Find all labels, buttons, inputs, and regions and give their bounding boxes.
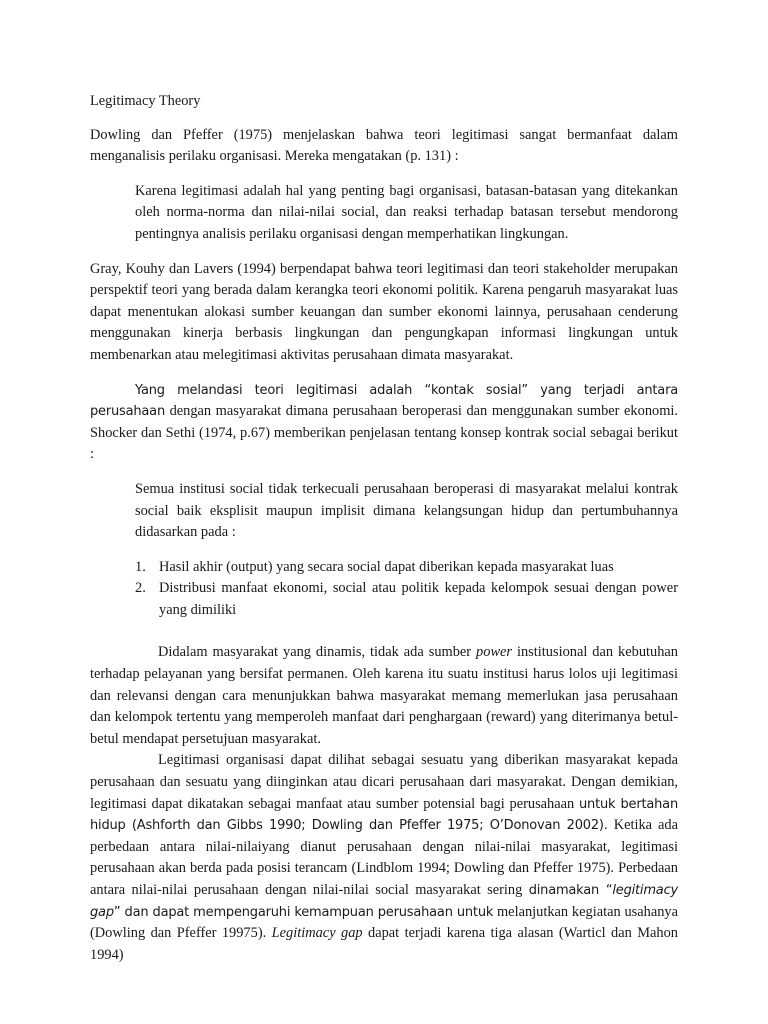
paragraph-gray-kouhy-lavers: Gray, Kouhy dan Lavers (1994) berpendapat bahwa teori legitimasi dan teori stakeholder merupakan perspektif teori yang berada dalam kerangka teori ekonomi politik. Karena pengaruh masyarakat luas dapat menentukan alokasi sumber keuangan dan sumber ekonomi lainnya, perusahaan cenderung menggunakan kinerja berbasis lingkungan dan pengungkapan informasi lingkungan untuk membenarkan atau melegitimasi aktivitas perusahaan dimata masyarakat. xyxy=(90,260,678,363)
paragraph-kontrak-sosial xyxy=(90,380,678,466)
section-title: Legitimacy Theory xyxy=(90,93,201,109)
paragraph-dowling-pfeffer: Dowling dan Pfeffer (1975) menjelaskan bahwa teori legitimasi sangat bermanfaat dalam menganalisis perilaku organisasi. Mereka mengatakan (p. 131) : xyxy=(90,126,678,165)
list-text: Hasil akhir (output) yang secara social dapat diberikan kepada masyarakat luas xyxy=(159,558,614,575)
text-run: dinamakan “ xyxy=(528,883,613,898)
list-number: 1. xyxy=(135,558,146,575)
text-run: Legitimasi organisasi dapat dilihat sebagai sesuatu yang diberikan masyarakat kepada perusahaan dan sesuatu yang diinginkan atau dicari perusahaan dari masyarakat. Dengan demikian, legitimasi dapat dikatakan sebagai manfaat atau sumber potensial bagi perusahaan xyxy=(90,752,678,812)
list-text: Distribusi manfaat ekonomi, social atau politik kepada kelompok sesuai dengan power yang dimiliki xyxy=(159,580,678,618)
spacer xyxy=(90,621,678,642)
paragraph-kontrak-sosial-rest: dengan masyarakat dimana perusahaan beroperasi dan menggunakan sumber ekonomi. Shocker dan Sethi (1974, p.67) memberikan penjelasan tentang konsep kontrak social sebagai berikut : xyxy=(90,403,678,463)
text-run: institusional dan kebutuhan terhadap pelayanan yang bersifat permanen. Oleh karena itu suatu institusi harus lolos uji legitimasi dan relevansi dengan cara menunjukkan bahwa masyarakat memang memerlukan jasa perusahaan dan kelompok tertentu yang memperoleh manfaat dari penghargaan (reward) yang diterimanya betul-betul mendapat persetujuan masyarakat. xyxy=(90,644,678,747)
text-run: melanjutkan kegiatan usahanya (Dowling dan Pfeffer 19975). xyxy=(90,903,678,942)
numbered-list xyxy=(135,557,678,622)
emphasis-legitimacy-gap: legitimacy gap xyxy=(90,883,679,920)
emphasis-legitimacy-gap: Legitimacy gap xyxy=(271,925,363,942)
list-item xyxy=(135,578,678,621)
block-quote-legitimasi: Karena legitimasi adalah hal yang penting bagi organisasi, batasan-batasan yang ditekankan oleh norma-norma dan nilai-nilai social, dan reaksi terhadap batasan tersebut mendorong pentingnya analisis perilaku organisasi dengan memperhatikan lingkungan. xyxy=(135,182,678,242)
text-run: dapat terjadi karena tiga alasan (Warticl dan Mahon 1994) xyxy=(90,925,678,963)
paragraph-masyarakat-dinamis xyxy=(90,642,678,750)
block-quote-institusi: Semua institusi social tidak terkecuali perusahaan beroperasi di masyarakat melalui kontrak social baik eksplisit maupun implisit dimana kelangsungan hidup dan pertumbuhannya didasarkan pada : xyxy=(135,480,678,541)
text-run: Ketika ada perbedaan antara nilai-nilaiyang dianut perusahaan dengan nilai-nilai masyarakat, legitimasi perusahaan akan berda pada posisi terancam (Lindblom 1994; Dowling dan Pfeffer 1975). Perbedaan antara nilai-nilai perusahaan dengan nilai-nilai social masyarakat sering xyxy=(90,817,678,898)
list-item xyxy=(135,557,678,579)
paragraph-kontrak-sosial-first-line: Yang melandasi teori legitimasi adalah “kontak sosial” yang terjadi antara perusahaan xyxy=(90,382,678,420)
text-run-sans: untuk bertahan hidup (Ashforth dan Gibbs 1990; Dowling dan Pfeffer 1975; O’Donovan 2002). xyxy=(90,796,678,834)
text-run: ” dan dapat mempengaruhi kemampuan perusahaan untuk xyxy=(113,904,494,920)
paragraph-legitimasi-organisasi xyxy=(90,750,678,966)
emphasis-power: power xyxy=(476,644,513,661)
list-number: 2. xyxy=(135,580,146,597)
text-run: Didalam masyarakat yang dinamis, tidak ada sumber xyxy=(158,644,477,661)
